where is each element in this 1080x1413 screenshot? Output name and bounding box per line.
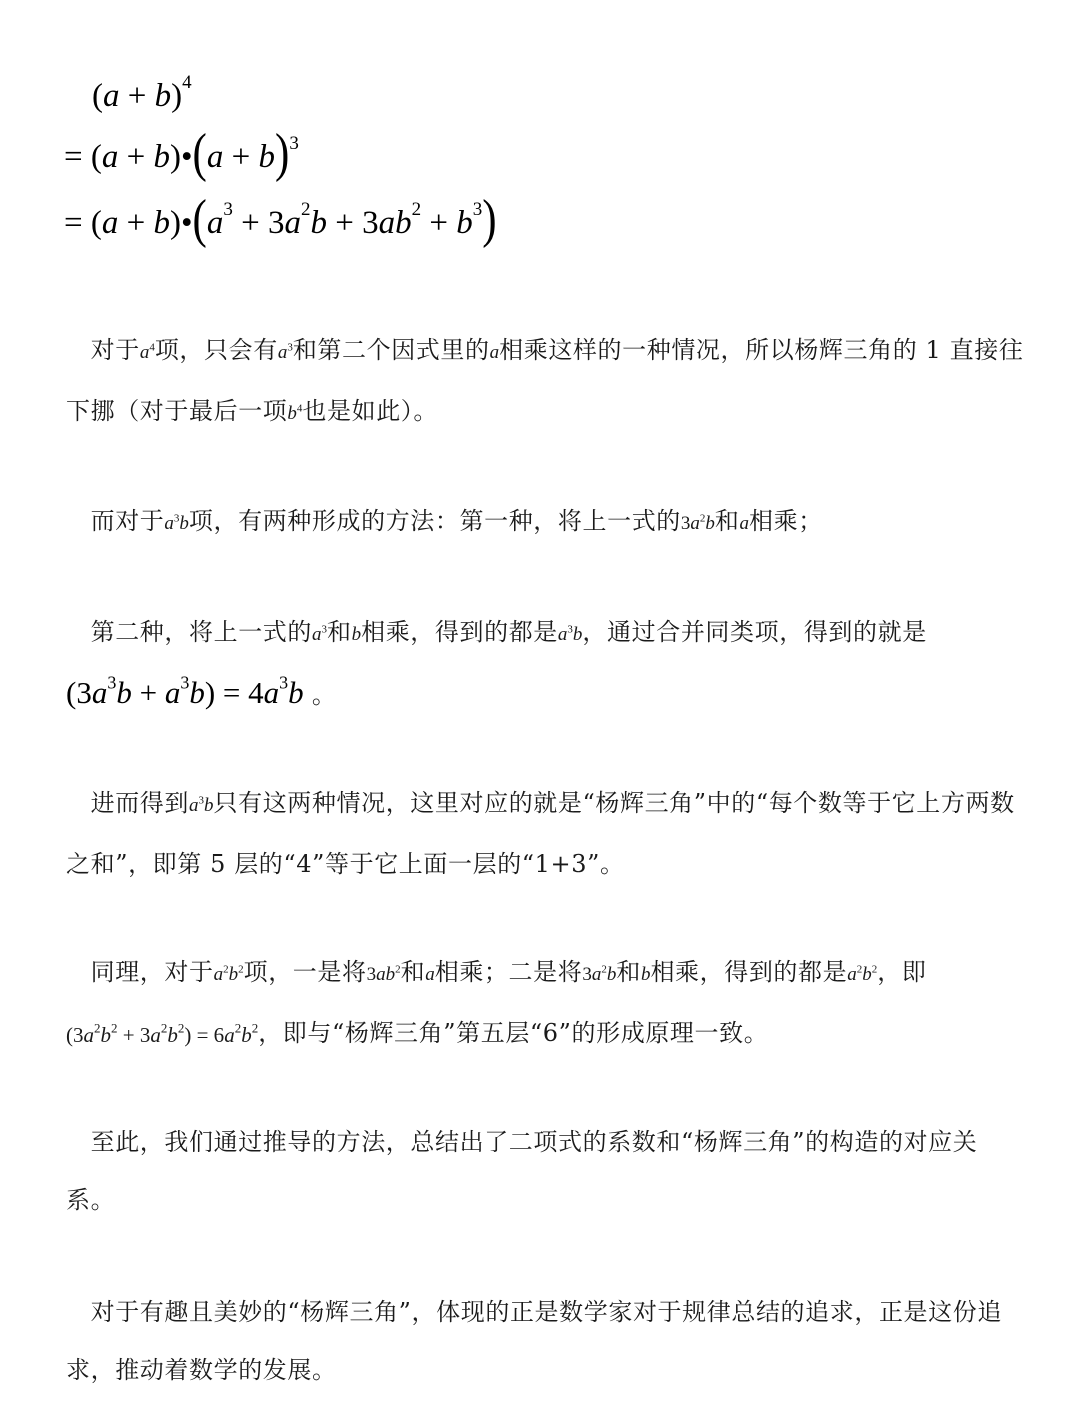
paragraph-conclusion-text: 对于有趣且美妙的“杨辉三角”，体现的正是数学家对于规律总结的追求，正是这份追求，推动着数学的发展。 bbox=[66, 1298, 1002, 1384]
paragraph-second-method: 第二种，将上一式的$a^3$和b相乘，得到的都是$a^3b$，通过合并同类项，得到的就是 $(3a^3b + a^3b) = 4a^3b$ 。 bbox=[66, 618, 927, 710]
equation-line-2: = (a + b)•(a + b)$^3$ bbox=[64, 124, 299, 183]
paragraph-conclusion bbox=[66, 1283, 1026, 1399]
equation-line-3: = $(a + b)•(a^3 + 3a^2b + 3ab^2 + b^3)$ bbox=[64, 190, 497, 249]
equation-line-1: $(a + b)^4$ bbox=[92, 71, 192, 114]
paragraph-a2b2-term: 同理，对于$a^2b^2$项，一是将$3ab^2$和a相乘；二是将$3a^2b$和b相乘，得到的都是$a^2b^2$，即$(3a^2b^2 + 3a^2b^2) = 6a^2b^2$，即与“杨辉三角”第五层“6”的形成原理一致。 bbox=[66, 958, 927, 1047]
paragraph-a4-term: 对于$a^4$项，只会有$a^3$和第二个因式里的a相乘这样的一种情况，所以杨辉三角的 1 直接往下挪（对于最后一项$b^4$也是如此）。 bbox=[66, 336, 1024, 425]
paragraph-summary-text: 至此，我们通过推导的方法，总结出了二项式的系数和“杨辉三角”的构造的对应关系。 bbox=[66, 1128, 978, 1214]
paragraph-yanghui-sum-rule: 进而得到$a^3b$只有这两种情况，这里对应的就是“杨辉三角”中的“每个数等于它上方两数之和”，即第 5 层的“4”等于它上面一层的“1+3”。 bbox=[66, 789, 1015, 878]
paragraph-a3b-methods: 而对于$a^3b$项，有两种形成的方法：第一种，将上一式的$3a^2b$和a相乘； bbox=[66, 507, 823, 535]
paragraph-summary bbox=[66, 1113, 1026, 1229]
